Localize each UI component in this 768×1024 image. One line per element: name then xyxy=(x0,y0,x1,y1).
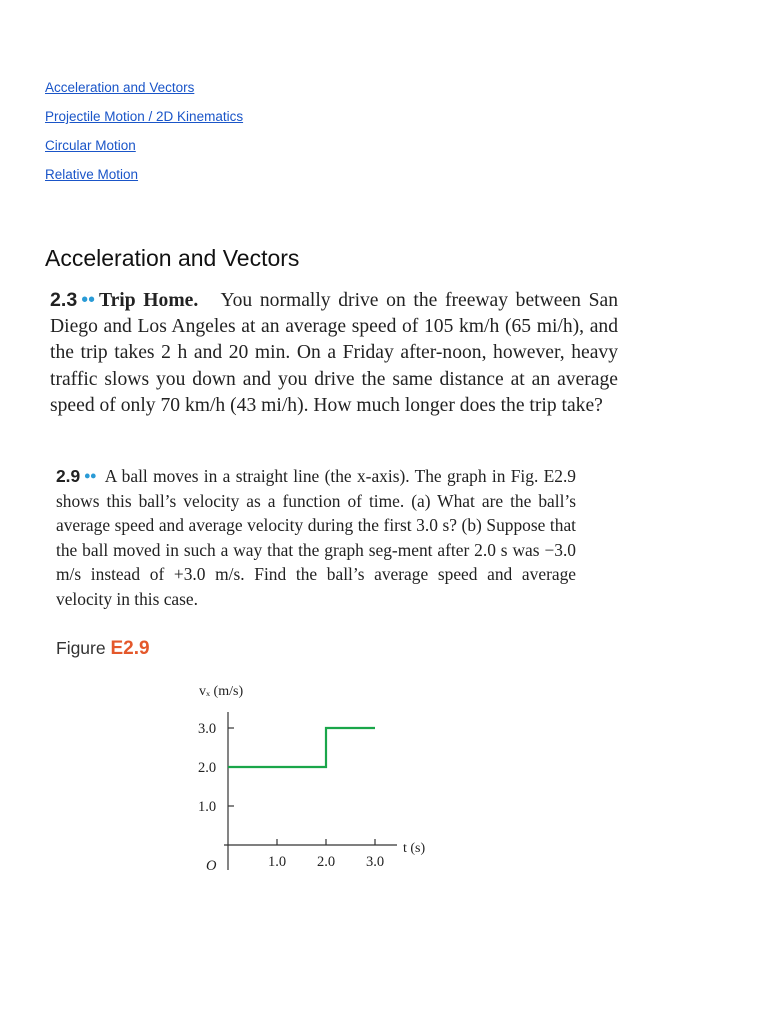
difficulty-dots: •• xyxy=(84,466,97,486)
section-title: Acceleration and Vectors xyxy=(45,245,300,271)
x-tick-label: 2.0 xyxy=(316,854,336,870)
figure-number: E2.9 xyxy=(110,638,150,659)
x-tick-label: 3.0 xyxy=(365,854,385,870)
problem-title: Trip Home. xyxy=(98,290,199,311)
velocity-series-line xyxy=(228,728,375,767)
x-tick-label: 1.0 xyxy=(267,854,287,870)
toc-link-relative-motion[interactable]: Relative Motion xyxy=(45,167,139,182)
origin-label: O xyxy=(206,858,217,874)
y-tick-label: 3.0 xyxy=(198,721,217,737)
toc-link-circular-motion[interactable]: Circular Motion xyxy=(45,138,136,153)
difficulty-dots: •• xyxy=(81,290,95,311)
y-axis-label: vₓ (m/s) xyxy=(199,684,244,699)
y-tick-label: 1.0 xyxy=(198,799,217,815)
toc-link-projectile-motion[interactable]: Projectile Motion / 2D Kinematics xyxy=(45,109,244,124)
figure-label: Figure xyxy=(56,638,106,658)
problem-text: A ball moves in a straight line (the x-axis). The graph in Fig. E2.9 shows this ball’s velocity as a function of time. (a) What are the ball’s average speed and average velocity during the first 3.0 s? (b) Suppose that the ball moved in such a way that the graph seg-ment after 2.0 s was −3.0 m/s instead of +3.0 m/s. Find the ball’s average speed and average velocity in this case. xyxy=(56,466,576,609)
problem-text: You normally drive on the freeway between San Diego and Los Angeles at an average speed of 105 km/h (65 mi/h), and the trip takes 2 h and 20 min. On a Friday after-noon, however, heavy traffic slows you down and you drive the same distance at an average speed of only 70 km/h (43 mi/h). How much longer does the trip take? xyxy=(50,290,618,416)
toc-link-acceleration-vectors[interactable]: Acceleration and Vectors xyxy=(45,80,195,95)
problem-number: 2.3 xyxy=(50,289,78,311)
y-tick-label: 2.0 xyxy=(198,760,217,776)
problem-number: 2.9 xyxy=(56,466,81,486)
x-axis-label: t (s) xyxy=(403,841,426,856)
